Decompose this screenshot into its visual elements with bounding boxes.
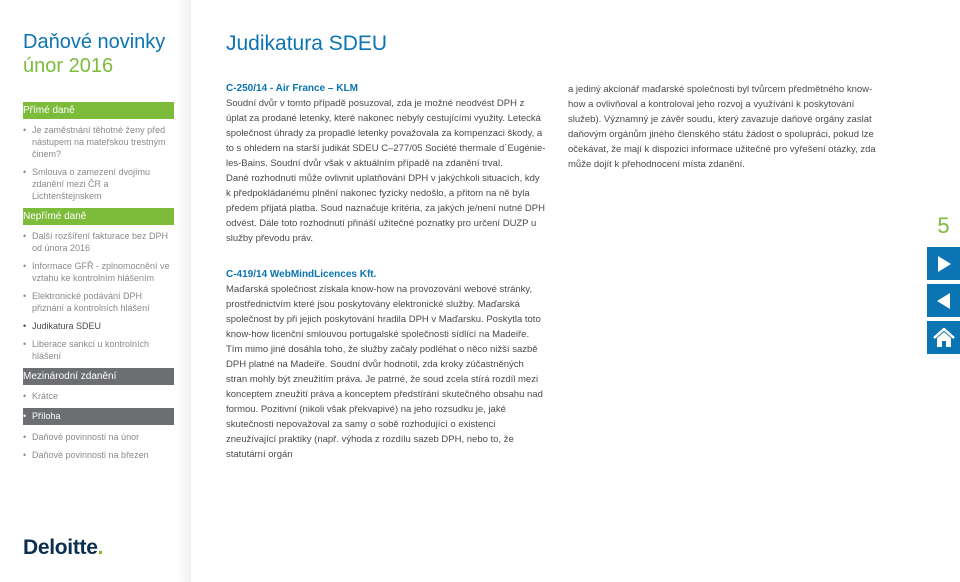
- nav-item-sanctions-relief[interactable]: • Liberace sankcí u kontrolních hlášení: [23, 339, 150, 361]
- sidebar-nav: [23, 102, 174, 467]
- bullet-icon: •: [23, 321, 27, 331]
- bullet-icon: •: [23, 291, 27, 301]
- case-paragraph: Maďarská společnost získala know-how na provozování webové stránky, prostřednictvím které jsou poskytovány elektronické služby. Maďarská společnost by při jejich poskytování hradila DPH v Maďarsku. Poskytla toto know-how licenční smlouvou portugalské společnosti sídlící na Madeiře. Tím mimo jiné dosáhla toho, že služby začaly podléhat o něco nižší sazbě DPH platné na Madeiře. Soudní dvůr hodnotil, zda kroky zúčastněných stran mohly být zneužitím práva. Je patrné, že soud zcela stírá rozdíl mezi konceptem zneužití práva a konceptem předstírání skutečného obsahu nad formou. Pozitivní (nikoli však překvapivé) na jeho rozsudku je, jaké skutečnosti nepovažoval za samy o sobě rozhodující o existenci zneužívající praktiky (např. výhoda z rozdílu sazeb DPH, nebo to, že statutární orgán: [226, 284, 543, 460]
- nav-item-invoicing-without-vat[interactable]: • Další rozšíření fakturace bez DPH od února 2016: [23, 231, 169, 253]
- home-icon: [933, 328, 955, 348]
- page-navigation: [927, 0, 960, 582]
- section-indirect-taxes[interactable]: Nepřímé daně: [23, 208, 174, 225]
- case-paragraph-continued: a jediný akcionář maďarské společnosti byl tvůrcem předmětného know-how a ovlivňoval a kontroloval jeho rozvoj a využívání k poskytování služeb). Významný je závěr soudu, který zavazuje daňové orgány zaslat daňovým orgánům jiného členského státu žádost o spolupráci, pokud lze očekávat, že mají k dispozici informace užitečné pro vyřešení otázky, zda může dojít k přehodnocení místa zdanění.: [568, 84, 876, 170]
- case-title-air-france: C-250/14 - Air France – KLM: [226, 83, 358, 94]
- logo-dot: .: [97, 536, 104, 559]
- nav-item-obligations-march[interactable]: • Daňové povinnosti na březen: [23, 450, 149, 460]
- deloitte-logo[interactable]: [23, 536, 103, 560]
- nav-item-briefly[interactable]: • Krátce: [23, 391, 59, 401]
- nav-item-judikatura-sdeu[interactable]: • Judikatura SDEU: [23, 321, 102, 331]
- nav-item-electronic-filing[interactable]: • Elektronické podávání DPH přiznání a kontrolních hlášení: [23, 291, 150, 313]
- bullet-icon: •: [23, 432, 27, 442]
- nav-item-obligations-february[interactable]: • Daňové povinnosti na únor: [23, 432, 140, 442]
- bullet-icon: •: [23, 167, 27, 177]
- section-direct-taxes[interactable]: Přímé daně: [23, 102, 174, 119]
- publication-title-line1: Daňové novinky: [23, 31, 166, 53]
- next-page-button[interactable]: [927, 247, 960, 280]
- content-column-left: [226, 82, 546, 462]
- page-title: Judikatura SDEU: [226, 32, 388, 55]
- bullet-icon: •: [23, 411, 27, 421]
- section-international-taxation[interactable]: Mezinárodní zdanění: [23, 368, 174, 385]
- nav-item-treaty-liechtenstein[interactable]: • Smlouva o zamezení dvojímu zdanění mezi ČR a Lichtenštejnskem: [23, 167, 151, 201]
- home-button[interactable]: [927, 321, 960, 354]
- nav-item-appendix[interactable]: • Příloha: [23, 408, 174, 425]
- case-paragraph: Dané rozhodnutí může ovlivnit uplatňování DPH v jakýchkoli situacích, kdy k předpokládanému plnění nakonec fyzicky nedošlo, a přitom na ně byla předem přijatá platba. Soud naznačuje kritéria, za jakých je/není nutné DPH odvést. Dále toto rozhodnutí přináší užitečné poznatky pro určení DUZP u služby převodu práv.: [226, 173, 545, 244]
- content-column-right: [568, 82, 886, 172]
- bullet-icon: •: [23, 231, 27, 241]
- arrow-right-icon: [935, 255, 953, 273]
- case-title-webmindlicences: C-419/14 WebMindLicences Kft.: [226, 269, 377, 280]
- logo-text: Deloitte: [23, 536, 98, 559]
- publication-title: [23, 30, 165, 78]
- arrow-left-icon: [935, 292, 953, 310]
- bullet-icon: •: [23, 450, 27, 460]
- case-paragraph: Soudní dvůr v tomto případě posuzoval, zda je možné neodvést DPH z úplat za prodané letenky, které nakonec nebyly cestujícími využity. Letecká společnost úhrady za propadlé letenky považovala za kompenzaci škody, a to s ohledem na starší judikát SDEU C–277/05 Société thermale d´Eugénie-les-Bains. Soudní dvůr však v aktuálním případě na zdanění trval.: [226, 98, 546, 169]
- bullet-icon: •: [23, 125, 27, 135]
- bullet-icon: •: [23, 261, 27, 271]
- nav-item-pregnant-employee[interactable]: • Je zaměstnání těhotné ženy před nástupem na mateřskou trestným činem?: [23, 125, 166, 159]
- previous-page-button[interactable]: [927, 284, 960, 317]
- sidebar: [0, 0, 191, 582]
- bullet-icon: •: [23, 339, 27, 349]
- bullet-icon: •: [23, 391, 27, 401]
- sidebar-shadow: [177, 0, 191, 582]
- nav-item-gfr-authorization[interactable]: • Informace GFŘ - zplnomocnění ve vztahu ke kontrolním hlášením: [23, 261, 170, 283]
- page-number: 5: [927, 206, 960, 246]
- publication-title-line2: únor 2016: [23, 55, 114, 77]
